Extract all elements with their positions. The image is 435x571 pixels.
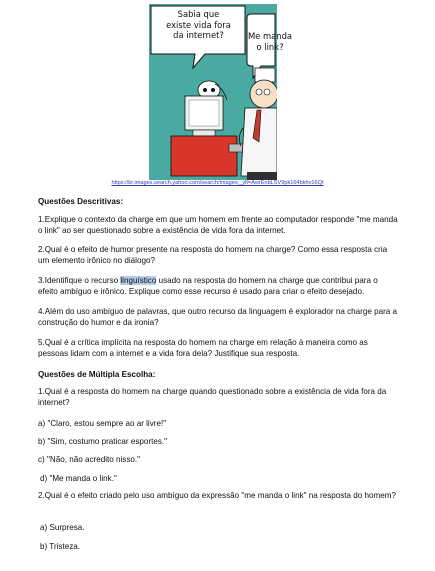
- image-source-link[interactable]: https://br.images.search.yahoo.com/search/images;_ylt=AwrEnbLSV9pk164bkhv16Qt: [111, 180, 324, 186]
- mc-option: a) "Claro, estou sempre ao ar livre!": [38, 419, 167, 428]
- mc-option: c) "Não, não acredito nisso.": [38, 455, 141, 464]
- speech-bubble-left: Sabia que existe vida fora da internet?: [166, 9, 231, 40]
- question-3-text-after: usado na resposta do homem na charge que contribui para o efeito ambíguo e irônico. Explique como esse recurso é usado para criar o efeito desejado.: [38, 276, 378, 296]
- descriptive-question-2: 2.Qual é o efeito de humor presente na resposta do homem na charge? Como essa resposta cria um elemento irônico no diálogo?: [38, 245, 388, 265]
- mc-option: b) Tristeza.: [40, 542, 81, 551]
- multiple-choice-heading: Questões de Múltipla Escolha:: [38, 370, 156, 379]
- mc-question-2: 2.Qual é o efeito criado pelo uso ambíguo da expressão "me manda o link" na resposta do homem?: [38, 491, 397, 500]
- highlighted-word[interactable]: linguístico: [120, 276, 157, 285]
- speech-bubble-right: Me manda o link?: [247, 31, 293, 52]
- mc-option: d) "Me manda o link.": [40, 474, 117, 483]
- mc-question-1: 1.Qual é a resposta do homem na charge quando questionado sobre a existência de vida fora da internet?: [38, 387, 387, 407]
- descriptive-question-5: 5.Qual é a crítica implícita na resposta do homem na charge em relação à maneira como as pessoas lidam com a internet e a vida fora dela? Justifique sua resposta.: [38, 338, 368, 358]
- descriptive-question-4: 4.Além do uso ambíguo de palavras, que outro recurso da linguagem é explorador na charge para a construção do humor e da ironia?: [38, 307, 398, 327]
- question-3-text-before: 3.Identifique o recurso: [38, 276, 121, 285]
- descriptive-question-3: [38, 276, 398, 297]
- descriptive-question-1: 1.Explique o contexto da charge em que um homem em frente ao computador responde "me manda o link" ao ser questionado sobre a existência de vida fora da internet.: [38, 215, 398, 235]
- descriptive-heading: Questões Descritivas:: [38, 197, 124, 206]
- mc-option: b) "Sim, costumo praticar esportes.": [38, 437, 167, 446]
- mc-option: a) Surpresa.: [40, 523, 85, 532]
